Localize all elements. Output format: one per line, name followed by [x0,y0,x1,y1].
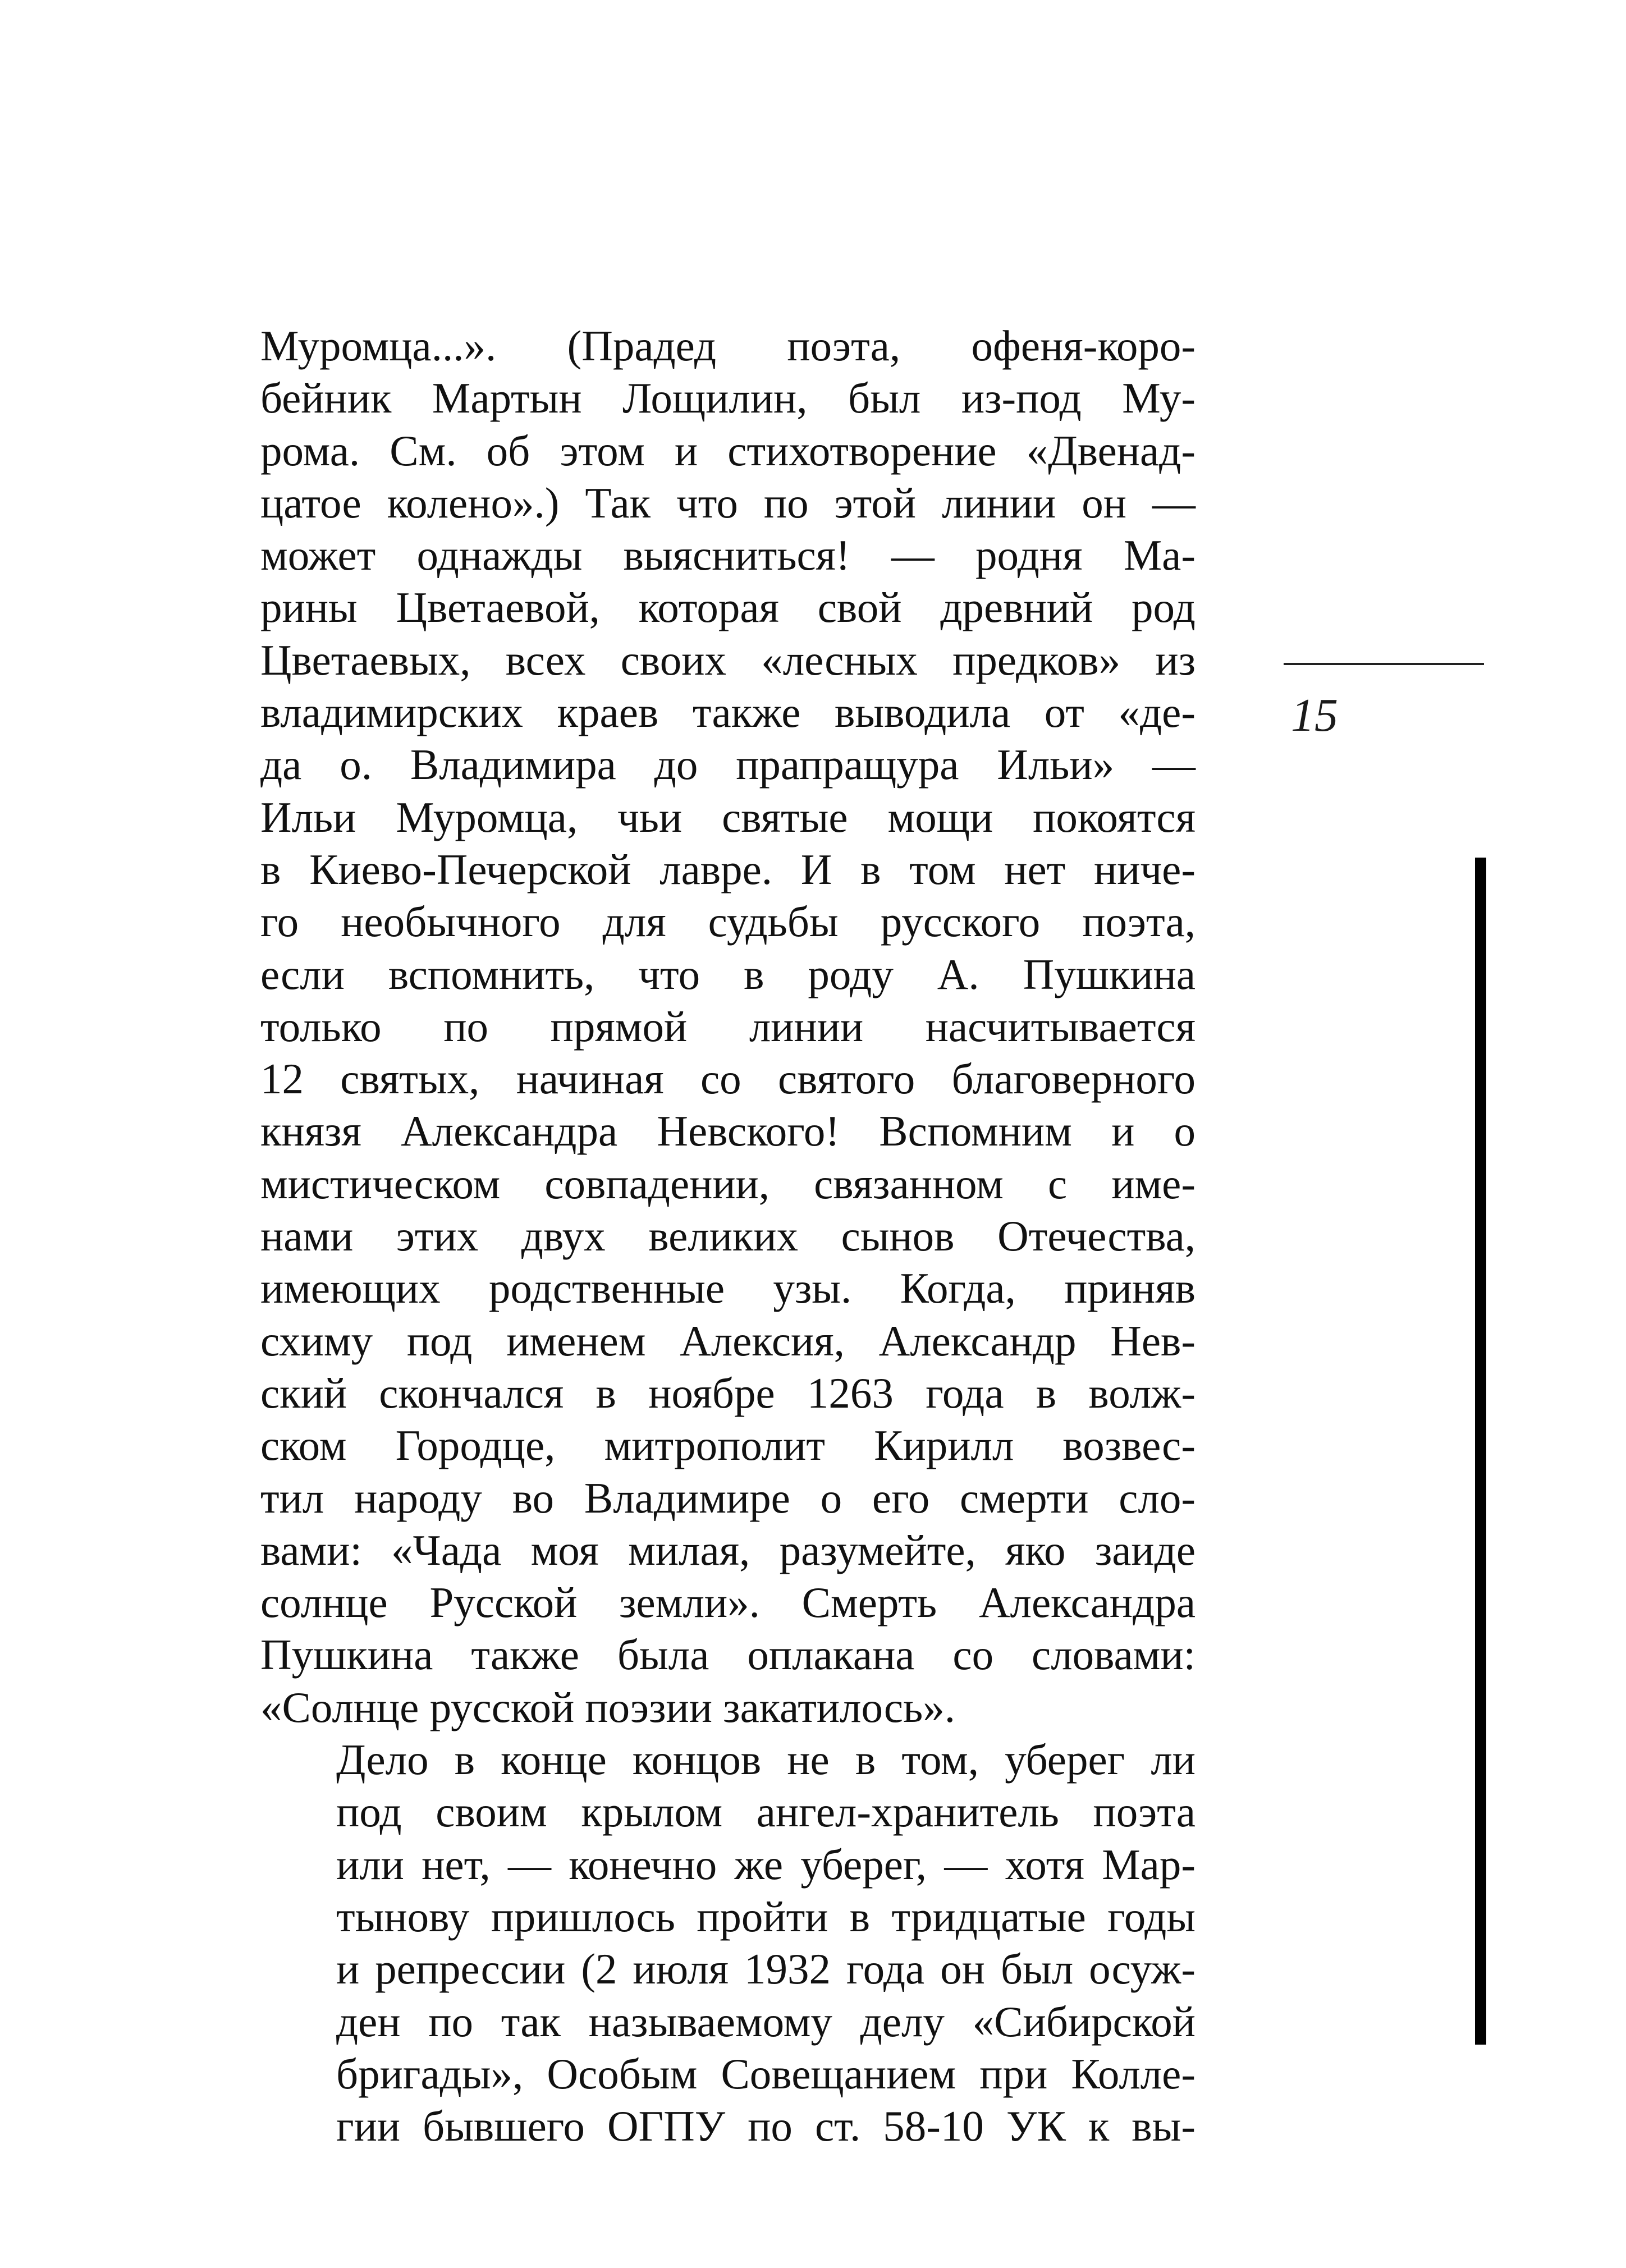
text-line: нами этих двух великих сынов Отечества, [260,1212,1196,1261]
page-number: 15 [1291,689,1338,741]
text-line: Муромца...». (Прадед поэта, офеня-коро- [260,322,1196,370]
text-line: может однажды выясниться! — родня Ма- [260,531,1196,580]
body-text [260,320,1196,2152]
thumb-index-bar [1475,858,1486,2045]
page-number-rule [1284,663,1484,665]
text-line: Ильи Муромца, чьи святые мощи покоятся [260,792,1196,841]
text-line: в Киево-Печерской лавре. И в том нет ниче- [260,845,1196,894]
text-line: рома. См. об этом и стихотворение «Двенад- [260,426,1196,475]
text-line: «Солнце русской поэзии закатилось». [260,1683,955,1731]
paragraph-2 [260,1734,1196,2152]
text-line: гии бывшего ОГПУ по ст. 58-10 УК к вы- [336,2102,1196,2151]
text-line: князя Александра Невского! Вспомним и о [260,1107,1196,1156]
text-line: Дело в конце концов не в том, уберег ли [336,1735,1196,1784]
text-line: имеющих родственные узы. Когда, приняв [260,1264,1196,1313]
paragraph-1 [260,320,1196,1734]
text-line: тил народу во Владимире о его смерти сло- [260,1473,1196,1522]
text-line: цатое колено».) Так что по этой линии он — [260,478,1196,527]
text-line: го необычного для судьбы русского поэта, [260,897,1196,946]
text-line: только по прямой линии насчитывается [260,1002,1196,1051]
text-line: мистическом совпадении, связанном с име- [260,1159,1196,1208]
text-line: Пушкина также была оплакана со словами: [260,1630,1196,1679]
text-line: ден по так называемому делу «Сибирской [336,1997,1196,2046]
text-line: вами: «Чада моя милая, разумейте, яко заиде [260,1525,1196,1574]
text-line: схиму под именем Алексия, Александр Нев- [260,1316,1196,1365]
text-line: владимирских краев также выводила от «де- [260,688,1196,737]
text-line: Цветаевых, всех своих «лесных предков» из [260,635,1196,684]
text-line: рины Цветаевой, которая свой древний род [260,583,1196,632]
text-line: под своим крылом ангел-хранитель поэта [336,1788,1196,1836]
text-line: и репрессии (2 июля 1932 года он был осуж- [336,1945,1196,1994]
text-line: бейник Мартын Лощилин, был из-под Му- [260,374,1196,423]
text-line: да о. Владимира до прапращура Ильи» — [260,740,1196,789]
text-line: или нет, — конечно же уберег, — хотя Мар- [336,1840,1196,1889]
text-line: если вспомнить, что в роду А. Пушкина [260,950,1196,998]
text-line: ский скончался в ноябре 1263 года в волж- [260,1368,1196,1417]
text-line: солнце Русской земли». Смерть Александра [260,1578,1196,1627]
text-line: 12 святых, начиная со святого благоверного [260,1055,1196,1103]
text-line: ском Городце, митрополит Кирилл возвес- [260,1421,1196,1470]
text-line: тынову пришлось пройти в тридцатые годы [336,1892,1196,1941]
text-line: бригады», Особым Совещанием при Колле- [336,2049,1196,2098]
